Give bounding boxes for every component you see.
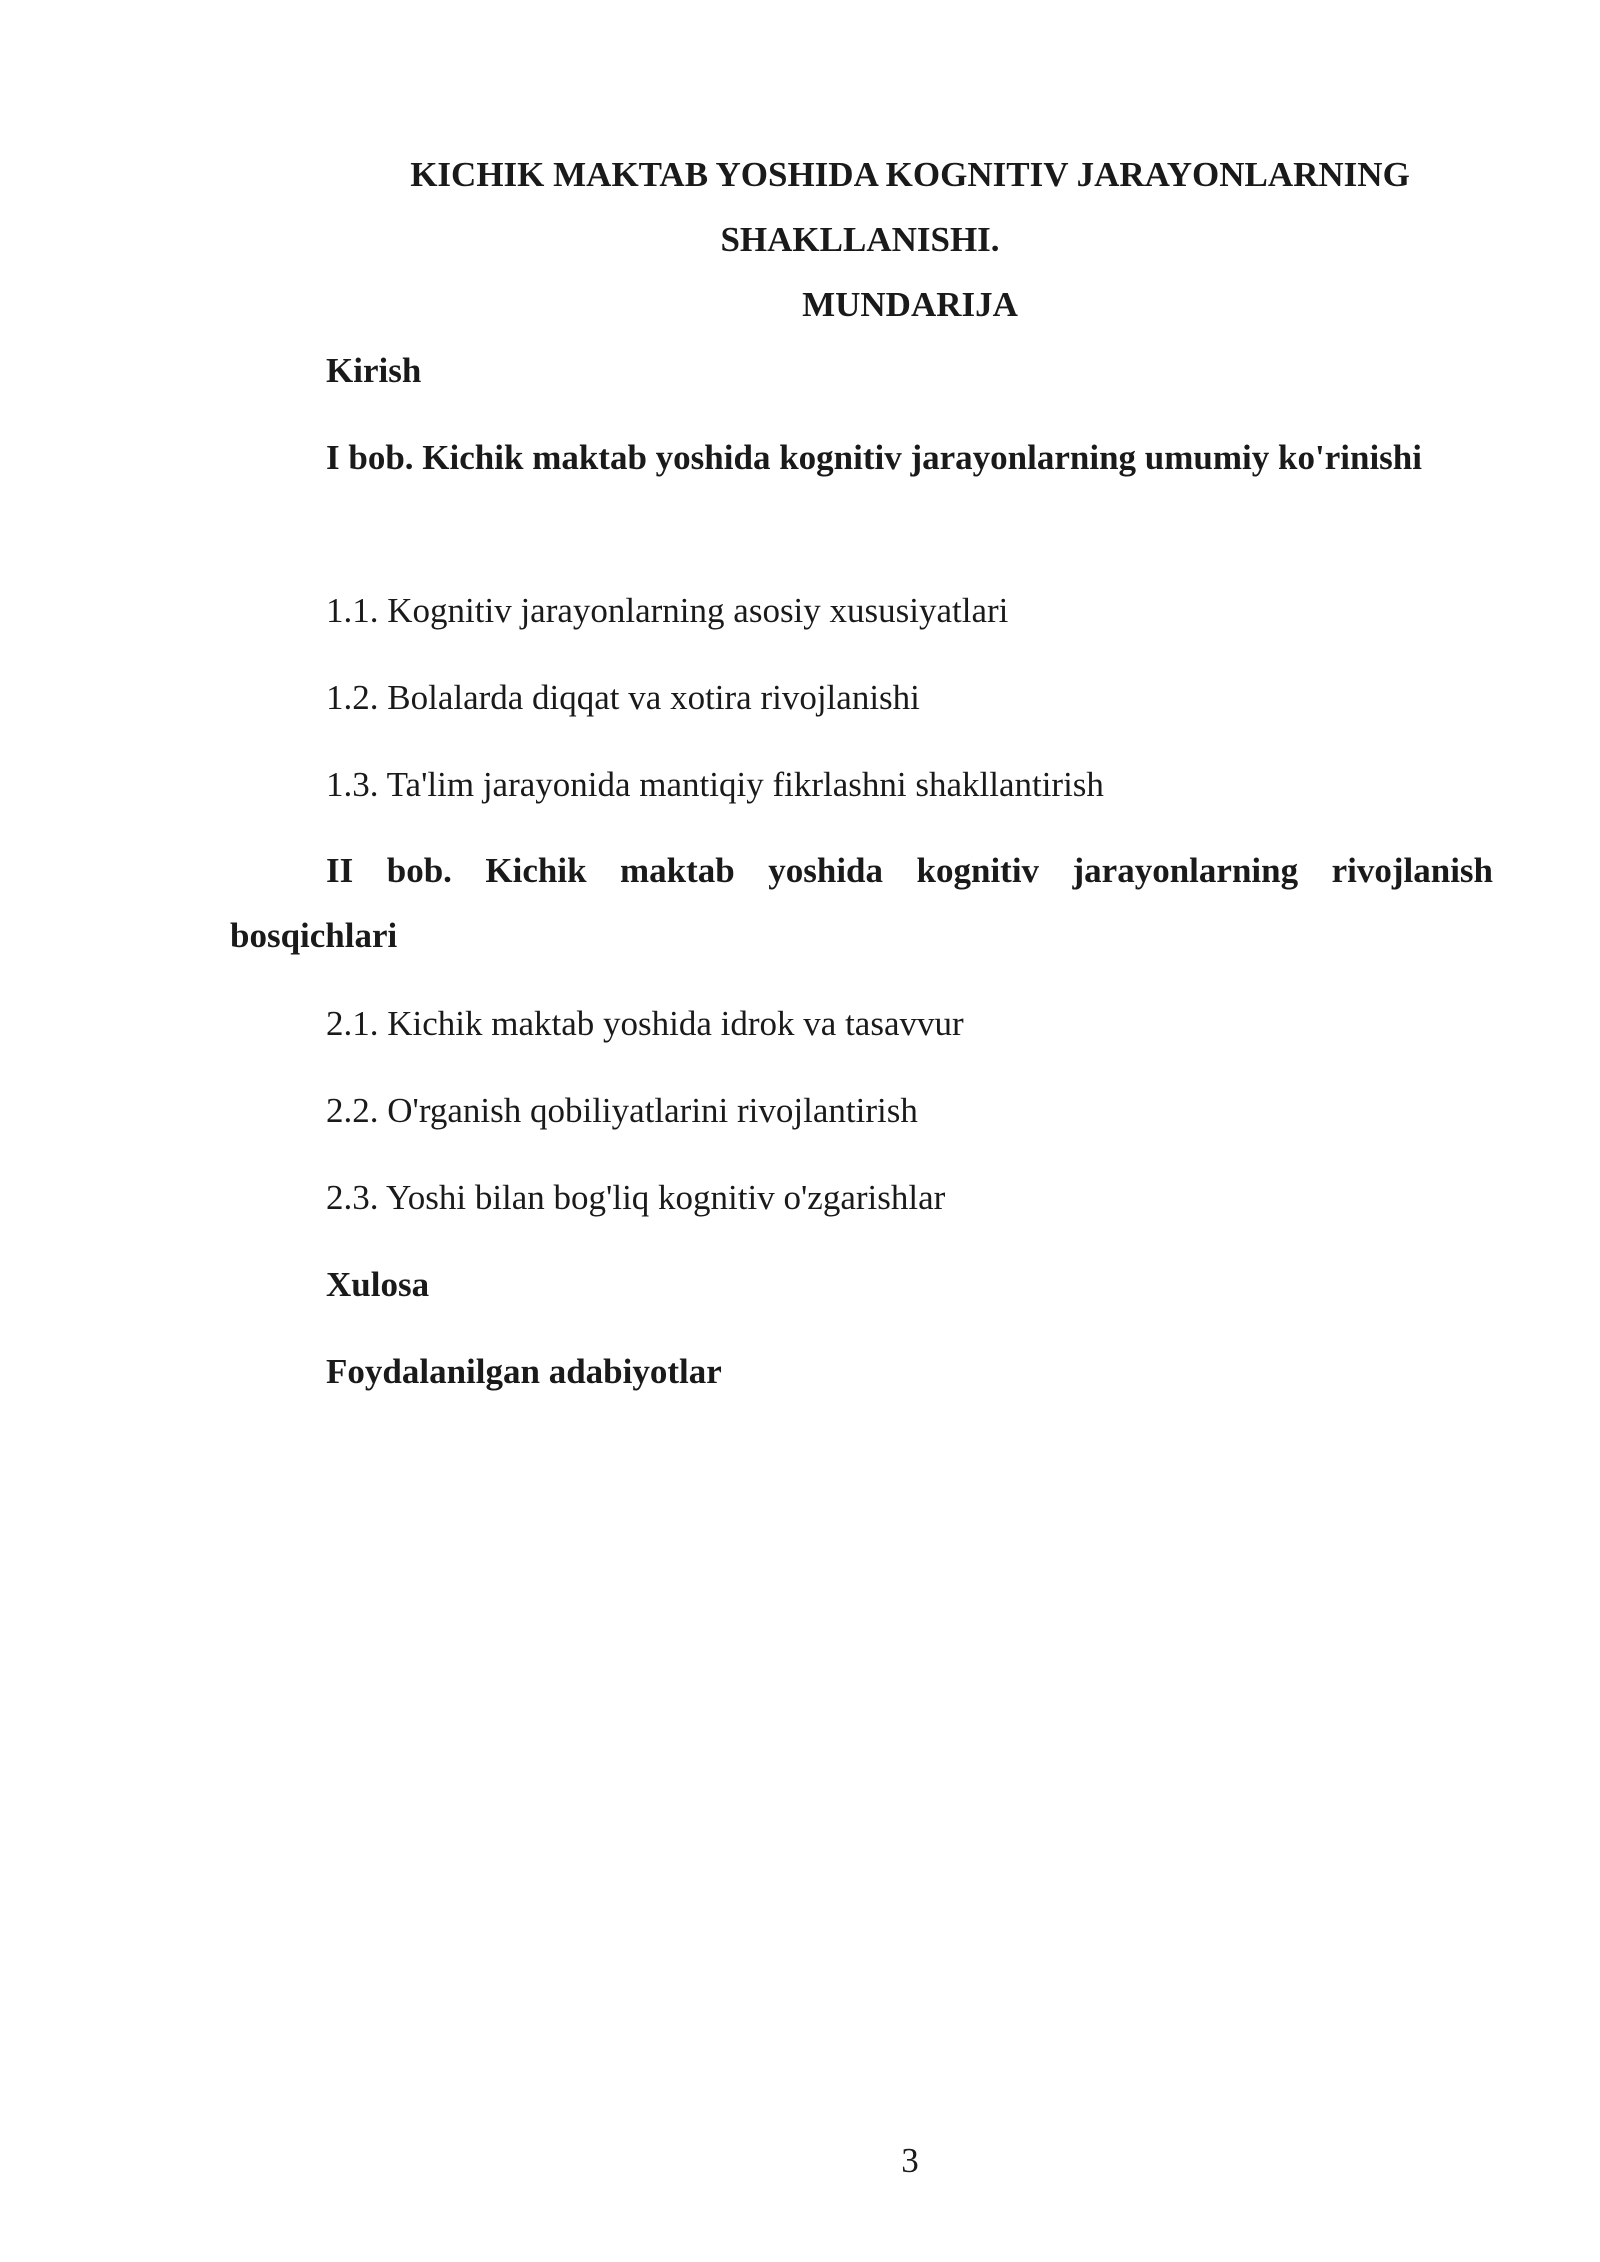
contents-heading: MUNDARIJA [802, 285, 1018, 324]
toc-section-1-2: 1.2. Bolalarda diqqat va xotira rivojlanishi [326, 678, 920, 717]
toc-conclusion: Xulosa [326, 1265, 430, 1304]
toc-chapter-2: II bob. Kichik maktab yoshida kognitiv jarayonlarning rivojlanish bosqichlari [230, 851, 1493, 955]
toc-section-1-1: 1.1. Kognitiv jarayonlarning asosiy xususiyatlari [326, 591, 1009, 630]
page-number: 3 [901, 2141, 919, 2180]
toc-section-2-2: 2.2. O'rganish qobiliyatlarini rivojlantirish [326, 1091, 918, 1130]
document-title-line-1: KICHIK MAKTAB YOSHIDA KOGNITIV JARAYONLARNING [410, 155, 1410, 194]
toc-section-2-3: 2.3. Yoshi bilan bog'liq kognitiv o'zgarishlar [326, 1178, 946, 1217]
toc-chapter-1: I bob. Kichik maktab yoshida kognitiv jarayonlarning umumiy ko'rinishi [326, 438, 1422, 477]
toc-section-1-3: 1.3. Ta'lim jarayonida mantiqiy fikrlashni shakllantirish [326, 765, 1104, 804]
toc-references: Foydalanilgan adabiyotlar [326, 1352, 722, 1391]
document-title-line-2: SHAKLLANISHI. [720, 220, 1000, 259]
toc-section-2-1: 2.1. Kichik maktab yoshida idrok va tasavvur [326, 1004, 964, 1043]
toc-intro: Kirish [326, 351, 422, 390]
